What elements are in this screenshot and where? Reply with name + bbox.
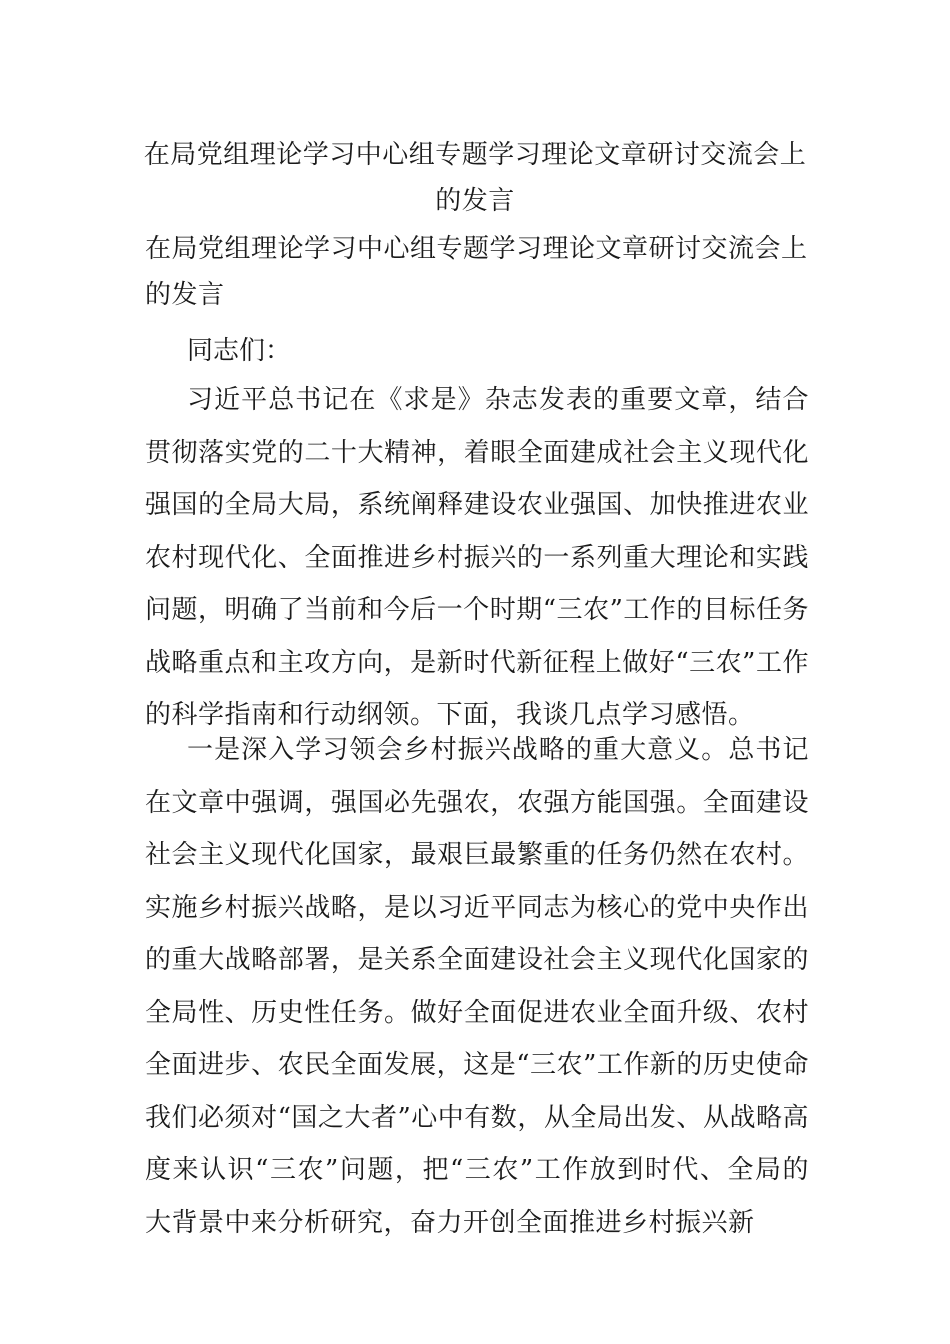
document-title: 在局党组理论学习中心组专题学习理论文章研讨交流会上的发言 — [143, 140, 807, 216]
document-subtitle: 在局党组理论学习中心组专题学习理论文章研讨交流会上的发言 — [145, 234, 808, 310]
body-paragraph-2: 一是深入学习领会乡村振兴战略的重大意义。总书记在文章中强调，强国必先强农，农强方能国强。全面建设社会主义现代化国家，最艰巨最繁重的任务仍然在农村。实施乡村振兴战略，是以习近平同志为核心的党中央作出的重大战略部署，是关系全面建设社会主义现代化国家的全局性、历史性任务。做好全面促进农业全面升级、农村全面进步、农民全面发展，这是“三农”工作新的历史使命我们必须对“国之大者”心中有数，从全局出发、从战略高度来认识“三农”问题，把“三农”工作放到时代、全局的大背景中来分析研究，奋力开创全面推进乡村振兴新 — [145, 735, 809, 1238]
salutation: 同志们： — [187, 336, 292, 366]
body-paragraph-1: 习近平总书记在《求是》杂志发表的重要文章，结合贯彻落实党的二十大精神，着眼全面建成社会主义现代化强国的全局大局，系统阐释建设农业强国、加快推进农业农村现代化、全面推进乡村振兴的一系列重大理论和实践问题，明确了当前和今后一个时期“三农”工作的目标任务战略重点和主攻方向，是新时代新征程上做好“三农”工作的科学指南和行动纲领。下面，我谈几点学习感悟。 — [145, 385, 809, 730]
